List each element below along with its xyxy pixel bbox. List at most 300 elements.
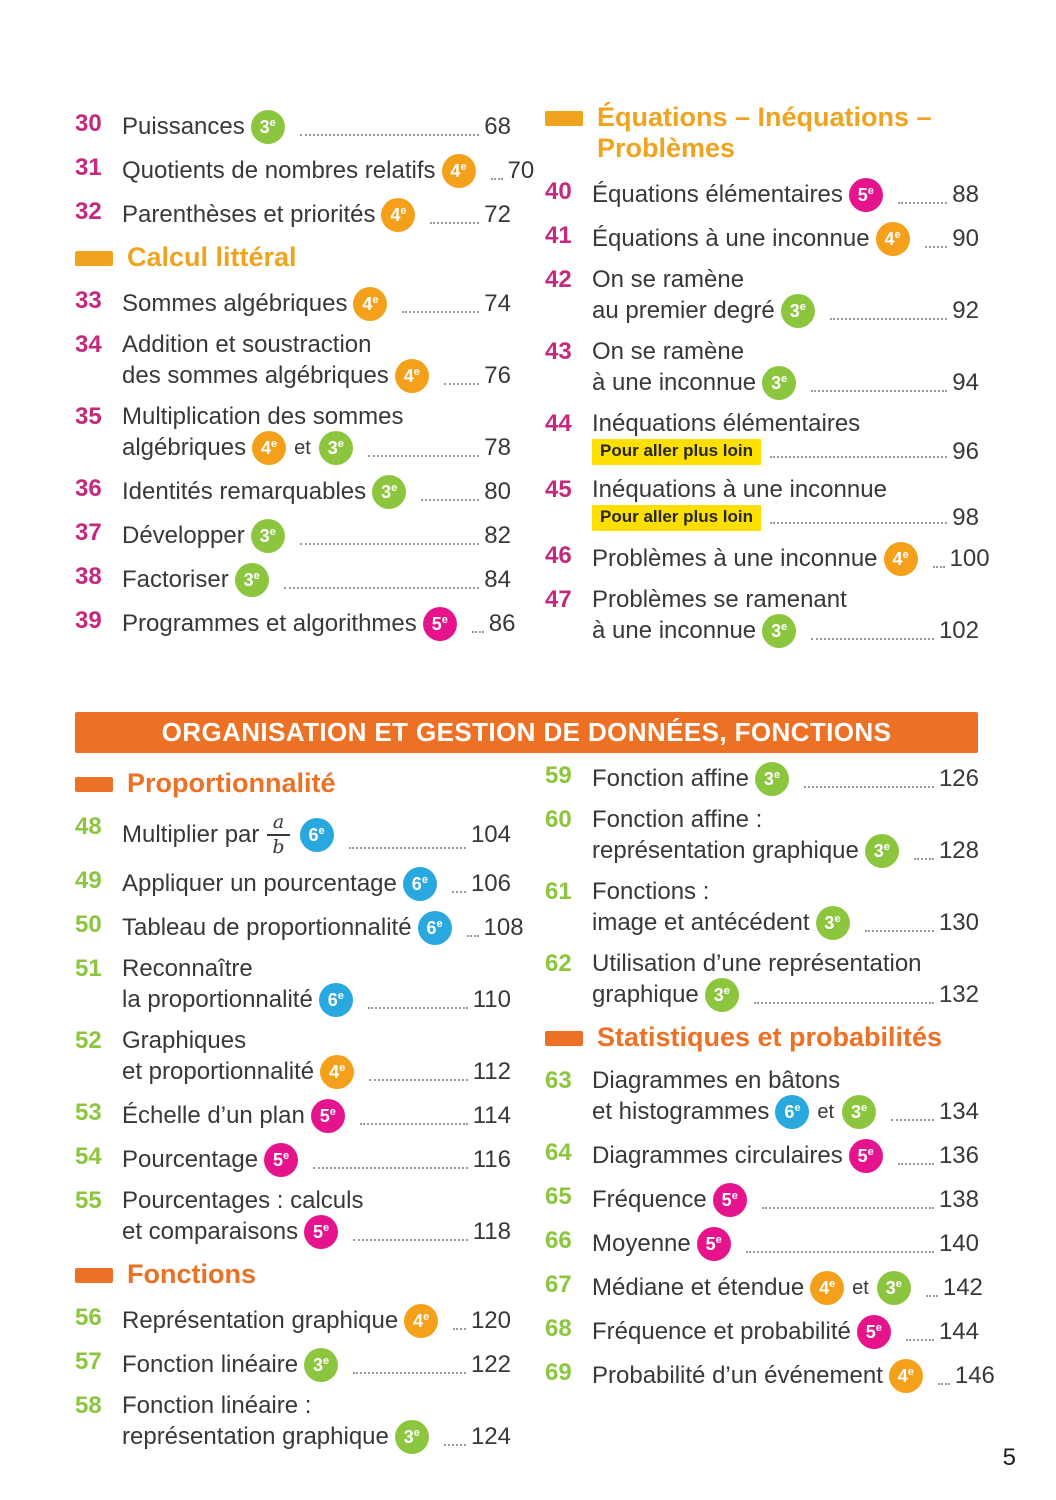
toc-entry — [545, 1315, 979, 1349]
level-badge-3e: 3 e — [395, 1420, 429, 1454]
entry-title: Fonctions : — [592, 878, 710, 905]
page-ref: 110 — [472, 986, 511, 1013]
entry-line — [122, 1099, 511, 1133]
entry-line — [592, 222, 979, 256]
entry-line — [592, 950, 979, 978]
toc-entry — [545, 806, 979, 868]
level-badge-4e: 4 e — [884, 542, 918, 576]
toc-entry — [75, 331, 511, 393]
entry-title: Appliquer un pourcentage — [122, 870, 397, 897]
dotted-leader — [467, 935, 479, 937]
level-badge-3e: 3 e — [235, 563, 269, 597]
dotted-leader — [472, 631, 484, 633]
page-ref: 82 — [484, 522, 511, 549]
entry-title: Inéquations à une inconnue — [592, 476, 887, 503]
entry-title: Médiane et étendue — [592, 1274, 805, 1301]
toc-entry — [545, 1227, 979, 1261]
badge-joiner: et — [817, 1101, 835, 1123]
entry-line — [122, 1027, 511, 1055]
entry-title: Identités remarquables — [122, 478, 367, 505]
dotted-leader — [933, 566, 945, 568]
entry-title: Fonction linéaire — [122, 1351, 299, 1378]
entry-title: Fréquence et probabilité — [592, 1318, 851, 1345]
entry-title: On se ramène — [592, 266, 745, 293]
toc-entry — [75, 1348, 511, 1382]
entry-title: Problèmes se ramenant — [592, 586, 847, 613]
toc-entry — [75, 1027, 511, 1089]
level-badge-label: 4 — [362, 294, 373, 314]
entry-line — [122, 154, 535, 188]
entry-number: 57 — [75, 1348, 102, 1375]
page-ref: 76 — [484, 362, 511, 389]
entry-content — [592, 586, 979, 648]
part-banner-label: ORGANISATION ET GESTION DE DONNÉES, FONCTIONS — [161, 717, 892, 747]
entry-number: 34 — [75, 331, 102, 358]
level-badge-6e: 6 e — [319, 983, 353, 1017]
entry-title: Équations à une inconnue — [592, 225, 870, 252]
dotted-leader — [421, 499, 479, 501]
dotted-leader — [925, 246, 948, 248]
dotted-leader — [368, 1007, 468, 1009]
page-ref: 132 — [938, 981, 979, 1008]
entry-title: à une inconnue — [592, 617, 757, 644]
entry-line — [592, 762, 979, 796]
section-heading — [545, 102, 979, 164]
entry-number: 51 — [75, 955, 102, 982]
dotted-leader — [811, 390, 947, 392]
entry-line — [592, 806, 979, 834]
level-badge-3e: 3 e — [842, 1095, 876, 1129]
entry-title: Équations élémentaires — [592, 181, 843, 208]
entry-line — [592, 1315, 979, 1349]
entry-title: Sommes algébriques — [122, 290, 348, 317]
section-heading-line: Équations – Inéquations – — [597, 102, 932, 132]
level-badge-5e: 5 e — [311, 1099, 345, 1133]
dotted-leader — [491, 178, 503, 180]
level-badge-3e: 3 e — [304, 1348, 338, 1382]
level-badge-5e: 5 e — [857, 1315, 891, 1349]
toc-entry — [75, 813, 511, 857]
entry-line — [592, 266, 979, 294]
entry-content — [122, 475, 511, 509]
entry-number: 38 — [75, 563, 102, 590]
entry-title: et histogrammes — [592, 1098, 770, 1125]
entry-title: Tableau de proportionnalité — [122, 914, 412, 941]
entry-content — [122, 563, 511, 597]
entry-number: 44 — [545, 410, 572, 437]
section-heading-line: Statistiques et probabilités — [597, 1022, 943, 1052]
entry-line — [122, 519, 511, 553]
level-badge-label: 3 — [885, 1278, 896, 1298]
dotted-leader — [891, 1119, 934, 1121]
heading-dash-icon — [75, 251, 113, 266]
entry-content — [592, 178, 979, 212]
entry-line — [122, 475, 511, 509]
level-badge-5e: 5 e — [304, 1215, 338, 1249]
entry-line — [122, 1215, 511, 1249]
level-badge-label: 3 — [313, 1355, 324, 1375]
level-badge-3e: 3 e — [816, 906, 850, 940]
level-badge-label: 3 — [771, 373, 782, 393]
page-ref: 68 — [484, 113, 511, 140]
dotted-leader — [914, 858, 934, 860]
page-ref: 92 — [952, 297, 979, 324]
page-ref: 122 — [470, 1351, 511, 1378]
entry-number: 33 — [75, 287, 102, 314]
entry-line — [592, 614, 979, 648]
toc-entry — [545, 222, 979, 256]
level-badge-label: 4 — [892, 549, 903, 569]
entry-content — [592, 266, 979, 328]
dotted-leader — [770, 522, 947, 524]
section-heading-label — [597, 102, 932, 164]
entry-line — [122, 983, 511, 1017]
dotted-leader — [804, 786, 934, 788]
entry-content — [122, 331, 511, 393]
dotted-leader — [762, 1207, 934, 1209]
level-badge-3e: 3 e — [251, 110, 285, 144]
entry-title: Diagrammes circulaires — [592, 1142, 843, 1169]
toc-entry — [545, 1067, 979, 1129]
entry-number: 30 — [75, 110, 102, 137]
page-ref: 138 — [938, 1186, 979, 1213]
entry-line — [122, 359, 511, 393]
entry-line — [122, 1143, 511, 1177]
level-badge-4e: 4 e — [353, 287, 387, 321]
toc-entry — [545, 1359, 995, 1393]
fraction-numerator: a — [272, 811, 285, 833]
entry-number: 60 — [545, 806, 572, 833]
page-ref: 136 — [938, 1142, 979, 1169]
section-heading — [75, 768, 511, 799]
entry-number: 66 — [545, 1227, 572, 1254]
entry-line — [592, 586, 979, 614]
entry-title: graphique — [592, 981, 699, 1008]
dotted-leader — [353, 1372, 466, 1374]
heading-dash-icon — [75, 777, 113, 792]
entry-number: 37 — [75, 519, 102, 546]
page-ref: 106 — [470, 870, 511, 897]
page-ref: 88 — [952, 181, 979, 208]
entry-content — [122, 403, 511, 465]
page-ref: 90 — [952, 225, 979, 252]
entry-title: Graphiques — [122, 1027, 247, 1054]
level-badge-label: 4 — [261, 438, 272, 458]
entry-line — [122, 287, 511, 321]
entry-line — [122, 867, 511, 901]
page-ref: 116 — [472, 1146, 511, 1173]
level-badge-4e: 4 e — [252, 431, 286, 465]
entry-content — [592, 950, 979, 1012]
entry-title: Moyenne — [592, 1230, 691, 1257]
entry-title: Quotients de nombres relatifs — [122, 157, 436, 184]
page-ref: 144 — [938, 1318, 979, 1345]
entry-line — [122, 1055, 511, 1089]
level-badge-5e: 5 e — [849, 178, 883, 212]
section-heading-label — [127, 242, 297, 273]
entry-number: 67 — [545, 1271, 572, 1298]
entry-line — [122, 607, 516, 641]
level-badge-label: 4 — [403, 366, 414, 386]
page-ref: 84 — [484, 566, 511, 593]
entry-number: 56 — [75, 1304, 102, 1331]
level-badge-label: 4 — [897, 1366, 908, 1386]
entry-content — [122, 287, 511, 321]
toc-entry — [75, 1304, 511, 1338]
page-ref: 126 — [938, 765, 979, 792]
entry-content — [592, 1067, 979, 1129]
entry-line — [592, 1271, 983, 1305]
level-badge-label: 3 — [259, 117, 270, 137]
level-badge-label: 3 — [851, 1102, 862, 1122]
entry-line — [592, 410, 979, 438]
level-badge-label: 5 — [857, 1146, 868, 1166]
entry-content — [592, 762, 979, 796]
entry-line — [592, 294, 979, 328]
entry-number: 58 — [75, 1392, 102, 1419]
entry-line — [592, 834, 979, 868]
toc-entry — [75, 110, 511, 144]
entry-content — [122, 1392, 511, 1454]
entry-content — [592, 1359, 995, 1393]
dotted-leader — [453, 1328, 466, 1330]
entry-content — [122, 1304, 511, 1338]
page-number: 5 — [1002, 1444, 1016, 1471]
level-badge-6e: 6 e — [775, 1095, 809, 1129]
toc-column-bottom-right — [545, 762, 995, 1403]
entry-line — [122, 1392, 511, 1420]
level-badge-label: 6 — [327, 990, 338, 1010]
entry-number: 52 — [75, 1027, 102, 1054]
page-ref: 142 — [942, 1274, 983, 1301]
heading-dash-icon — [75, 1268, 113, 1283]
pour-aller-plus-loin-tag: Pour aller plus loin — [592, 505, 761, 531]
entry-content — [122, 110, 511, 144]
entry-number: 40 — [545, 178, 572, 205]
entry-line — [592, 1359, 995, 1393]
entry-title: Pourcentages : calculs — [122, 1187, 364, 1214]
entry-line — [592, 542, 990, 576]
entry-line — [122, 813, 511, 857]
section-heading-line: Fonctions — [127, 1259, 256, 1289]
page-ref: 104 — [470, 821, 511, 848]
entry-content — [592, 410, 979, 466]
page-ref: 78 — [484, 434, 511, 461]
toc-entry — [75, 1187, 511, 1249]
level-badge-4e: 4 e — [320, 1055, 354, 1089]
section-heading — [75, 1259, 511, 1290]
entry-line — [592, 1067, 979, 1095]
badge-joiner: et — [852, 1277, 869, 1299]
level-badge-label: 3 — [789, 301, 800, 321]
dotted-leader — [353, 1239, 468, 1241]
entry-number: 49 — [75, 867, 102, 894]
entry-line — [122, 331, 511, 359]
entry-title: au premier degré — [592, 297, 775, 324]
entry-line — [122, 1304, 511, 1338]
entry-content — [592, 1271, 983, 1305]
entry-title: la proportionnalité — [122, 986, 313, 1013]
page-ref: 118 — [472, 1218, 511, 1245]
entry-content — [592, 1227, 979, 1261]
level-badge-label: 3 — [713, 985, 724, 1005]
level-badge-label: 6 — [411, 874, 422, 894]
level-badge-label: 3 — [243, 570, 254, 590]
entry-content — [592, 542, 990, 576]
entry-title: Fonction affine — [592, 765, 749, 792]
level-badge-label: 4 — [390, 205, 401, 225]
entry-line — [592, 476, 979, 504]
toc-entry — [545, 878, 979, 940]
toc-entry — [545, 338, 979, 400]
dotted-leader — [938, 1383, 950, 1385]
page-ref: 134 — [938, 1098, 979, 1125]
heading-dash-icon — [545, 1031, 583, 1046]
level-badge-3e: 3 e — [762, 366, 796, 400]
entry-content — [122, 867, 511, 901]
toc-entry — [545, 586, 979, 648]
entry-line — [592, 366, 979, 400]
entry-content — [122, 955, 511, 1017]
page-ref: 146 — [954, 1362, 995, 1389]
dotted-leader — [444, 383, 479, 385]
entry-line — [122, 198, 511, 232]
entry-title: image et antécédent — [592, 909, 810, 936]
entry-title: Puissances — [122, 113, 245, 140]
entry-title: Diagrammes en bâtons — [592, 1067, 841, 1094]
entry-number: 45 — [545, 476, 572, 503]
page-ref: 112 — [472, 1058, 511, 1085]
page-ref: 128 — [938, 837, 979, 864]
toc-entry — [75, 911, 524, 945]
entry-content — [122, 607, 516, 641]
level-badge-label: 5 — [431, 614, 442, 634]
entry-title: Probabilité d’un événement — [592, 1362, 883, 1389]
toc-column-top-right — [545, 96, 990, 658]
level-badge-4e: 4 e — [889, 1359, 923, 1393]
entry-title: Fonction affine : — [592, 806, 763, 833]
section-heading-line: Calcul littéral — [127, 242, 297, 272]
dotted-leader — [430, 222, 479, 224]
section-heading — [75, 242, 511, 273]
badge-joiner: et — [294, 437, 311, 459]
toc-entry — [75, 1392, 511, 1454]
toc-entry — [545, 476, 979, 532]
entry-line — [592, 1183, 979, 1217]
toc-entry — [545, 762, 979, 796]
entry-content — [592, 1315, 979, 1349]
entry-title: algébriques — [122, 434, 247, 461]
entry-line — [122, 911, 524, 945]
entry-title: représentation graphique — [592, 837, 859, 864]
level-badge-label: 5 — [273, 1150, 284, 1170]
level-badge-6e: 6 e — [418, 911, 452, 945]
toc-entry — [75, 563, 511, 597]
entry-title: représentation graphique — [122, 1423, 389, 1450]
entry-title: des sommes algébriques — [122, 362, 389, 389]
entry-title: Multiplication des sommes — [122, 403, 404, 430]
level-badge-4e: 4 e — [381, 198, 415, 232]
dotted-leader — [300, 134, 480, 136]
toc-entry — [545, 1183, 979, 1217]
page-ref: 108 — [483, 914, 524, 941]
section-heading-line: Problèmes — [597, 133, 736, 163]
page-ref: 98 — [952, 504, 979, 531]
level-badge-3e: 3 e — [319, 431, 353, 465]
entry-number: 65 — [545, 1183, 572, 1210]
entry-number: 35 — [75, 403, 102, 430]
entry-line — [592, 906, 979, 940]
level-badge-6e: 6 e — [300, 818, 334, 852]
entry-title: Fréquence — [592, 1186, 707, 1213]
page-ref: 72 — [484, 201, 511, 228]
entry-number: 53 — [75, 1099, 102, 1126]
entry-title: Addition et soustraction — [122, 331, 372, 358]
toc-entry — [545, 950, 979, 1012]
entry-title: et proportionnalité — [122, 1058, 315, 1085]
level-badge-label: 4 — [413, 1311, 424, 1331]
dotted-leader — [906, 1339, 934, 1341]
toc-entry — [545, 410, 979, 466]
dotted-leader — [865, 930, 934, 932]
level-badge-label: 5 — [705, 1234, 716, 1254]
level-badge-6e: 6 e — [403, 867, 437, 901]
level-badge-label: 5 — [857, 185, 868, 205]
toc-entry — [545, 266, 979, 328]
section-heading-label — [127, 768, 336, 799]
entry-title: On se ramène — [592, 338, 745, 365]
entry-line — [592, 1095, 979, 1129]
toc-column-bottom-left — [75, 762, 524, 1464]
entry-title: Échelle d’un plan — [122, 1102, 305, 1129]
entry-content — [592, 476, 979, 532]
entry-line — [592, 1227, 979, 1261]
entry-number: 55 — [75, 1187, 102, 1214]
entry-content — [122, 1027, 511, 1089]
page-ref: 94 — [952, 369, 979, 396]
dotted-leader — [830, 318, 948, 320]
entry-line — [122, 563, 511, 597]
page-ref: 120 — [470, 1307, 511, 1334]
page-ref: 130 — [938, 909, 979, 936]
entry-title: Problèmes à une inconnue — [592, 545, 878, 572]
entry-title: Utilisation d’une représentation — [592, 950, 922, 977]
entry-number: 31 — [75, 154, 102, 181]
level-badge-label: 3 — [873, 841, 884, 861]
level-badge-4e: 4 e — [404, 1304, 438, 1338]
level-badge-label: 6 — [308, 825, 319, 845]
dotted-leader — [360, 1123, 468, 1125]
level-badge-5e: 5 e — [423, 607, 457, 641]
pour-aller-plus-loin-tag: Pour aller plus loin — [592, 439, 761, 465]
entry-number: 64 — [545, 1139, 572, 1166]
page-ref: 114 — [472, 1102, 511, 1129]
part-banner — [75, 712, 978, 753]
entry-number: 41 — [545, 222, 572, 249]
entry-content — [122, 1348, 511, 1382]
level-badge-label: 4 — [819, 1278, 830, 1298]
toc-entry — [75, 287, 511, 321]
entry-content — [592, 1139, 979, 1173]
entry-title: Reconnaître — [122, 955, 253, 982]
toc-entry — [75, 475, 511, 509]
level-badge-3e: 3 e — [781, 294, 815, 328]
entry-number: 61 — [545, 878, 572, 905]
level-badge-3e: 3 e — [251, 519, 285, 553]
entry-title: Multiplier par — [122, 821, 260, 848]
entry-number: 48 — [75, 813, 102, 840]
toc-entry — [75, 1143, 511, 1177]
